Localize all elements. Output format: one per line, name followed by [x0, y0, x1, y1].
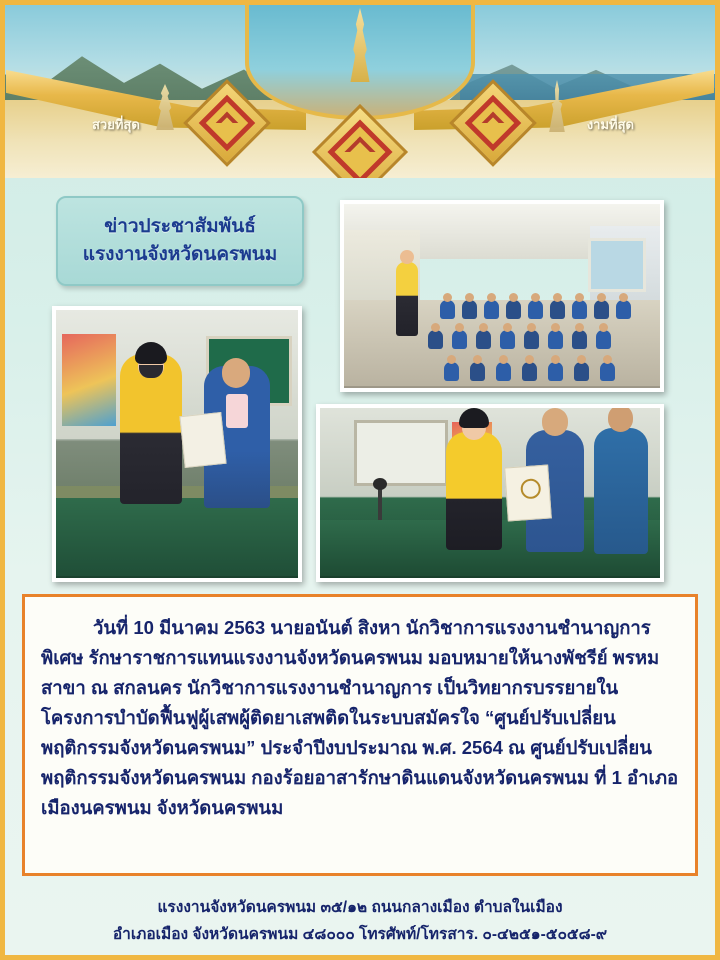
headline-line-2: แรงงานจังหวัดนครพนม: [82, 244, 278, 265]
photo-a-certificate: [179, 412, 226, 468]
photo-b-person: [452, 330, 467, 349]
center-arch-decor: [245, 0, 475, 120]
stupa-icon: [343, 8, 377, 82]
photo-c-person-right: [594, 428, 648, 554]
photo-b-person: [462, 300, 477, 319]
photo-c-person-right-head: [608, 405, 633, 432]
photo-b-person: [550, 300, 565, 319]
photo-a-recipient-sash: [226, 394, 248, 428]
photo-a-recipient-head: [222, 358, 250, 388]
photo-b-person: [470, 362, 485, 381]
photo-b-person: [428, 330, 443, 349]
photo-b-person: [574, 362, 589, 381]
footer-address: [0, 894, 720, 948]
headline-box: [56, 196, 304, 286]
headline-line-1: ข่าวประชาสัมพันธ์: [104, 216, 256, 238]
announcement-body-text: วันที่ 10 มีนาคม 2563 นายอนันต์ สิงหา นักวิชาการแรงงานชำนาญการพิเศษ รักษาราชการแทนแรงงานจังหวัดนครพนม มอบหมายให้นางพัชรีย์ พรหมสาขา ณ สกลนคร นักวิชาการแรงงานชำนาญการ เป็นวิทยากรบรรยายในโครงการบำบัดฟื้นฟูผู้เสพผู้ติดยาเสพติดในระบบสมัครใจ “ศูนย์ปรับเปลี่ยนพฤติกรรมจังหวัดนครพนม” ประจำปีงบประมาณ พ.ศ. 2564 ณ ศูนย์ปรับเปลี่ยนพฤติกรรมจังหวัดนครพนม กองร้อยอาสารักษาดินแดนจังหวัดนครพนม ที่ 1 อำเภอเมืองนครพนม จังหวัดนครพนม: [41, 617, 679, 818]
photo-c-presenter: [446, 432, 502, 550]
photo-c-certificate: [504, 465, 552, 522]
photo-b-person: [572, 330, 587, 349]
photo-b-person: [596, 330, 611, 349]
photo-b-person: [572, 300, 587, 319]
photo-a-caption: [56, 576, 298, 578]
photo-b-person: [528, 300, 543, 319]
banner-right-label: งามที่สุด: [586, 117, 634, 132]
photo-c-projector-screen: [354, 420, 448, 486]
photo-b-person: [548, 362, 563, 381]
photo-b-person: [616, 300, 631, 319]
photo-group-seated: [340, 200, 664, 392]
photo-b-person: [484, 300, 499, 319]
photo-b-person: [500, 330, 515, 349]
footer-line-2: อำเภอเมือง จังหวัดนครพนม ๔๘๐๐๐ โทรศัพท์/โทรสาร. ๐-๔๒๕๑-๕๐๕๘-๙: [112, 925, 608, 943]
photo-b-officer: [396, 262, 418, 336]
photo-b-person: [548, 330, 563, 349]
photo-b-person: [440, 300, 455, 319]
photo-a-floor: [56, 498, 298, 578]
photo-b-person: [522, 362, 537, 381]
photo-award-left: [52, 306, 302, 582]
photo-b-person: [594, 300, 609, 319]
photo-b-person: [600, 362, 615, 381]
photo-b-person: [496, 362, 511, 381]
photo-b-person: [506, 300, 521, 319]
footer-line-1: แรงงานจังหวัดนครพนม ๓๕/๑๒ ถนนกลางเมือง ตำบลในเมือง: [157, 898, 563, 916]
photo-c-recipient-head: [542, 408, 568, 436]
photo-award-stage: [316, 404, 664, 582]
header-banner: [0, 0, 720, 178]
photo-c-caption: [320, 576, 660, 578]
banner-left-label: สวยที่สุด: [92, 117, 140, 132]
announcement-body: [41, 613, 679, 823]
photo-b-person: [476, 330, 491, 349]
announcement-text-box: [22, 594, 698, 876]
photo-b-person: [524, 330, 539, 349]
photo-b-person: [444, 362, 459, 381]
photo-a-poster: [62, 334, 116, 426]
photo-b-window: [588, 238, 646, 292]
photo-b-caption: [344, 386, 660, 388]
